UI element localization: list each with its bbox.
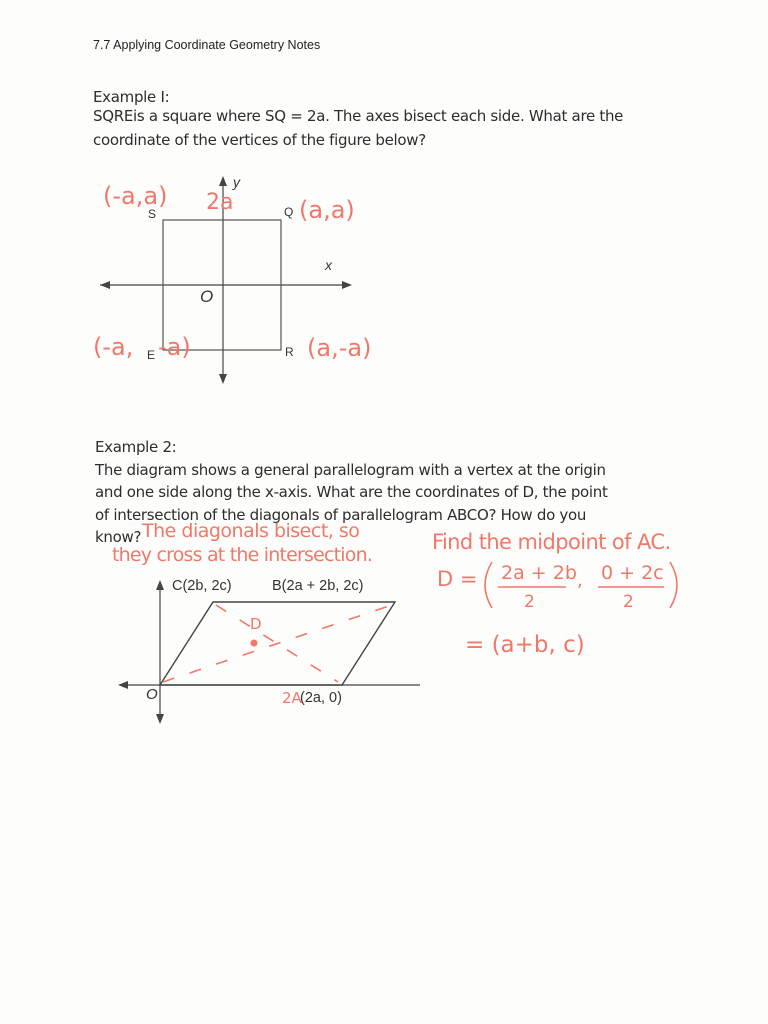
vertex-e-coords-left: (-a, bbox=[93, 333, 134, 361]
point-d bbox=[251, 640, 258, 647]
vertex-r-coords: (a,-a) bbox=[307, 334, 372, 362]
formula-comma: , bbox=[577, 570, 583, 591]
origin-label-2: O bbox=[146, 686, 158, 703]
vertex-s-letter: S bbox=[148, 207, 157, 221]
vertex-e-coords-right: -a) bbox=[158, 333, 191, 361]
origin-label: O bbox=[200, 287, 214, 306]
example2-line1: The diagram shows a general parallelogram with a vertex at the origin bbox=[95, 461, 606, 479]
x-axis-arrow-left-2 bbox=[118, 681, 128, 689]
example2-line4: know? bbox=[95, 528, 142, 546]
vertex-e-letter: E bbox=[147, 348, 156, 362]
vertex-q-letter: Q bbox=[284, 205, 294, 219]
y-axis-arrow-up-2 bbox=[156, 580, 164, 590]
vertex-a-label: (2a, 0) bbox=[300, 690, 342, 706]
vertex-a-handwritten: 2A bbox=[282, 689, 302, 707]
y-axis-label: y bbox=[233, 174, 240, 190]
formula-left-paren bbox=[485, 562, 492, 608]
formula-result: = (a+b, c) bbox=[465, 632, 585, 658]
example2-line3: of intersection of the diagonals of parallelogram ABCO? How do you bbox=[95, 506, 587, 524]
x-axis-arrow-right bbox=[342, 281, 352, 289]
formula-num1: 2a + 2b bbox=[501, 562, 577, 584]
example1-line2: coordinate of the vertices of the figure below? bbox=[93, 131, 426, 149]
page-title: 7.7 Applying Coordinate Geometry Notes bbox=[93, 38, 321, 52]
y-axis-arrow-up bbox=[219, 176, 227, 186]
formula-den2: 2 bbox=[623, 592, 634, 612]
diagonal-ob bbox=[163, 605, 392, 682]
answer-line2: they cross at the intersection. bbox=[112, 544, 373, 566]
formula-right-paren bbox=[670, 562, 677, 608]
vertex-q-coords: (a,a) bbox=[299, 196, 355, 224]
point-d-label: D bbox=[250, 615, 262, 633]
formula-num2: 0 + 2c bbox=[601, 562, 664, 584]
formula-den1: 2 bbox=[524, 592, 535, 612]
y-axis-arrow-down bbox=[219, 374, 227, 384]
y-axis-arrow-down-2 bbox=[156, 714, 164, 724]
answer-line1: The diagonals bisect, so bbox=[142, 520, 360, 542]
x-axis-label: x bbox=[325, 257, 332, 273]
example2-title: Example 2: bbox=[95, 438, 177, 456]
vertex-b-label: B(2a + 2b, 2c) bbox=[272, 578, 364, 594]
example1-title: Example I: bbox=[93, 88, 170, 106]
x-axis-arrow-left bbox=[100, 281, 110, 289]
example1-line1: SQREis a square where SQ = 2a. The axes bisect each side. What are the bbox=[93, 107, 624, 125]
vertex-s-coords: (-a,a) bbox=[103, 182, 168, 210]
vertex-r-letter: R bbox=[285, 345, 294, 359]
find-midpoint-note: Find the midpoint of AC. bbox=[432, 530, 671, 554]
example2-line2: and one side along the x-axis. What are the coordinates of D, the point bbox=[95, 483, 608, 501]
top-label-2a: 2a bbox=[206, 190, 234, 215]
vertex-c-label: C(2b, 2c) bbox=[172, 578, 232, 594]
formula-d-equals: D = bbox=[437, 567, 478, 591]
